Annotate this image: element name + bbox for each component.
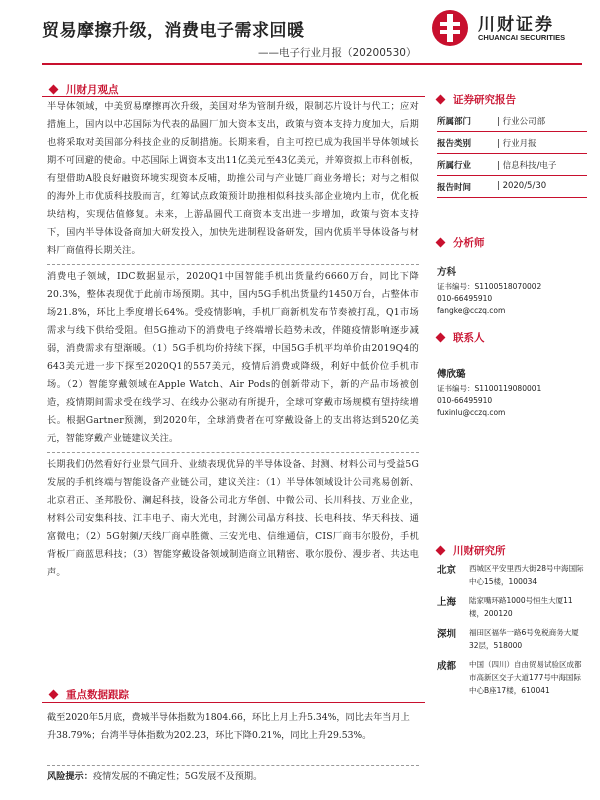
section-divider bbox=[42, 96, 425, 97]
sidebar-report-head bbox=[437, 92, 516, 107]
risk-warning bbox=[47, 765, 419, 786]
diamond-icon bbox=[436, 546, 446, 556]
info-value: | 行业公司部 bbox=[497, 110, 587, 132]
info-value: | 信息科技/电子 bbox=[497, 154, 587, 176]
contact-email[interactable]: fuxinlu@cczq.com bbox=[437, 408, 506, 417]
analyst-email[interactable]: fangke@cczq.com bbox=[437, 306, 506, 315]
info-key: 报告类别 bbox=[437, 132, 497, 154]
logo-text-en: CHUANCAI SECURITIES bbox=[478, 33, 566, 42]
company-logo bbox=[432, 10, 582, 50]
section-key-data bbox=[50, 687, 129, 702]
office-row bbox=[437, 562, 587, 594]
report-subtitle: ——电子行业月报（20200530） bbox=[258, 47, 417, 59]
paragraph-consumer-electronics: 消费电子领域，IDC数据显示，2020Q1中国智能手机出货量约6660万台，同比下降20.3%，整体表现优于此前市场预期。其中，国内5G手机出货量约1450万台，占整体市场21.8%，环比上季度增长64%。受疫情影响，手机厂商新机发布节奏被打乱，Q1市场需求与线下供给受阻。但5G推动下的消费电子终端增长趋势未改，伴随疫情影响逐步减弱，消费需求有望渐暖。（1）5G手机均价持续下探，中国5G手机平均单价由2019Q4的643美元进一步下探至2020Q1的557美元，疫情后消费或降级，利好中低价位手机市场。（2）智能穿戴领域在Apple Watch、Air Pods的创新带动下，新的产品市场被创造，疫情期间需求受在线学习、在线办公驱动有所提升，全球可穿戴市场规模有望持续增长。根据Gartner预测，到2020年，全球消费者在可穿戴设备上的支出将达到520亿美元，智能穿戴产业链建议关注。 bbox=[47, 264, 419, 448]
office-row bbox=[437, 594, 587, 626]
office-city: 北京 bbox=[437, 565, 457, 576]
analyst-phone: 010-66495910 bbox=[437, 294, 493, 303]
analyst-cert: 证书编号：S1100518070002 bbox=[437, 282, 542, 291]
section-divider bbox=[42, 702, 425, 703]
risk-text: 疫情发展的不确定性；5G发展不及预期。 bbox=[92, 771, 263, 782]
office-address: 福田区福华一路6号免税商务大厦32层，518000 bbox=[469, 628, 579, 650]
offices-table bbox=[437, 562, 587, 703]
report-info-table bbox=[437, 110, 587, 198]
analyst-name: 方科 bbox=[437, 267, 457, 278]
office-row bbox=[437, 658, 587, 703]
contact-phone: 010-66495910 bbox=[437, 396, 493, 405]
sidebar-research-head bbox=[437, 543, 506, 558]
info-row bbox=[437, 176, 587, 198]
diamond-icon bbox=[436, 95, 446, 105]
paragraph-semiconductor: 半导体领域，中美贸易摩擦再次升级，美国对华为管制升级，限制芯片设计与代工；应对措施上，国内以中芯国际为代表的晶圆厂加大资本支出，政策与资本支持力度加大，后期也将采取对美国部分科技企业的反制措施。长期来看，自主可控已成为我国半导体领域长期不可回避的使命。中芯国际上调资本支出11亿美元至43亿美元，并筹资拟上市科创板，有望借助A股良好融资环境实现资本反哺，助推公司与产业链厂商业务增长；对与之相似的海外上市优质科技股而言，红筹试点政策预计助推相似科技头部企业境内上市，优化板块结构，实现估值修复。未来，上游晶圆代工商资本支出进一步增加，政策与资本支持下，国内半导体设备商加大研发投入，加快先进制程设备研发，国内优质半导体设备与材料厂商值得长期关注。 bbox=[47, 101, 419, 256]
sidebar-head-title: 川财研究所 bbox=[453, 545, 506, 557]
sidebar-contact-head bbox=[437, 330, 485, 345]
info-value: | 行业月报 bbox=[497, 132, 587, 154]
diamond-icon bbox=[49, 85, 59, 95]
header-divider bbox=[42, 63, 582, 65]
info-value: | 2020/5/30 bbox=[497, 176, 587, 198]
section-title: 川财月观点 bbox=[66, 84, 119, 96]
contact-cert: 证书编号：S1100119080001 bbox=[437, 384, 542, 393]
info-key: 所属部门 bbox=[437, 110, 497, 132]
contact-name: 傅欣璐 bbox=[437, 369, 466, 380]
logo-text-cn: 川财证券 bbox=[478, 15, 554, 35]
sidebar-head-title: 证券研究报告 bbox=[453, 94, 516, 106]
office-city: 深圳 bbox=[437, 629, 457, 640]
sidebar-head-title: 分析师 bbox=[453, 237, 485, 249]
report-title: 贸易摩擦升级，消费电子需求回暖 bbox=[42, 21, 305, 41]
section-monthly-view bbox=[50, 82, 119, 97]
report-info bbox=[437, 110, 587, 198]
diamond-icon bbox=[49, 690, 59, 700]
diamond-icon bbox=[436, 333, 446, 343]
office-address: 中国（四川）自由贸易试验区成都市高新区交子大道177号中海国际中心B座17楼，610041 bbox=[469, 660, 582, 695]
office-address: 陆家嘴环路1000号恒生大厦11楼，200120 bbox=[469, 596, 573, 618]
info-row bbox=[437, 132, 587, 154]
office-city: 上海 bbox=[437, 597, 457, 608]
logo-icon bbox=[432, 10, 468, 46]
offices-block bbox=[437, 562, 587, 703]
office-city: 成都 bbox=[437, 661, 457, 672]
section-title: 重点数据跟踪 bbox=[66, 689, 129, 701]
contact-block bbox=[437, 366, 587, 419]
main-content bbox=[47, 98, 419, 586]
key-data-text: 截至2020年5月底，费城半导体指数为1804.66，环比上月上升5.34%，同比去年当月上升38.79%；台湾半导体指数为202.23，环比下降0.21%，同比上升29.53%。 bbox=[47, 712, 410, 741]
risk-label: 风险提示： bbox=[47, 771, 93, 782]
analyst-block bbox=[437, 264, 587, 317]
diamond-icon bbox=[436, 238, 446, 248]
info-row bbox=[437, 110, 587, 132]
sidebar-analyst-head bbox=[437, 235, 485, 250]
paragraph-recommendations: 长期我们仍然看好行业景气回升、业绩表现优异的半导体设备、封测、材料公司与受益5G发展的手机终端与智能设备产业链公司，建议关注：（1）半导体领域设计公司兆易创新、北京君正、圣邦股份、澜起科技，设备公司北方华创、中微公司、长川科技、万业企业，材料公司安集科技、江丰电子、南大光电，封测公司晶方科技、长电科技、华天科技、通富微电；（2）5G射频/天线厂商卓胜微、三安光电、信维通信，CIS厂商韦尔股份，手机背板厂商蓝思科技；（3）智能穿戴设备领域制造商立讯精密、歌尔股份、漫步者、共达电声。 bbox=[47, 452, 419, 582]
office-row bbox=[437, 626, 587, 658]
info-key: 报告时间 bbox=[437, 176, 497, 198]
info-row bbox=[437, 154, 587, 176]
sidebar-head-title: 联系人 bbox=[453, 332, 485, 344]
info-key: 所属行业 bbox=[437, 154, 497, 176]
office-address: 西城区平安里西大街28号中海国际中心15楼，100034 bbox=[469, 564, 584, 586]
